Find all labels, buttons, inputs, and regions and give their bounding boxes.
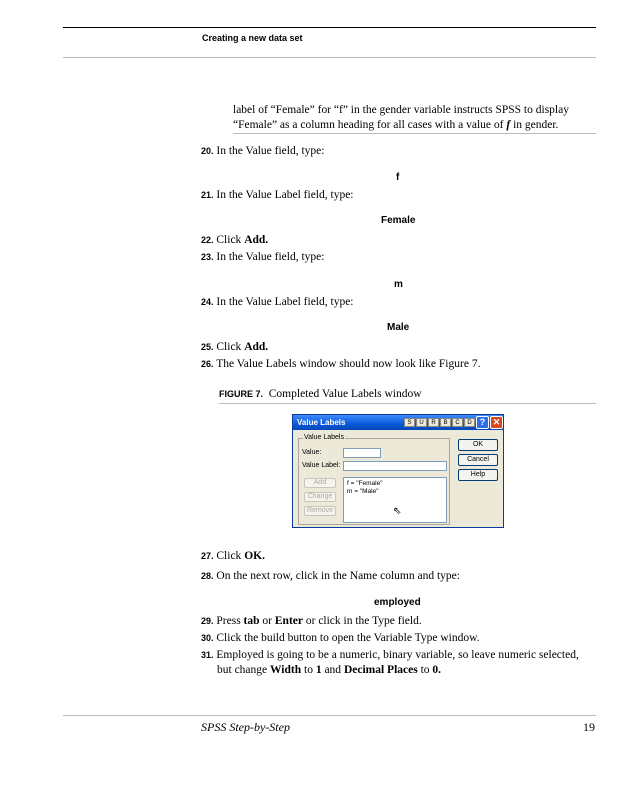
toolbar-button-u[interactable]: U (416, 418, 427, 427)
help-icon[interactable]: ? (476, 416, 489, 429)
value-labels-group (298, 434, 450, 525)
list-item[interactable]: f = "Female" (347, 480, 383, 487)
intro-paragraph (233, 103, 593, 133)
step-text: and (321, 664, 344, 676)
step-bold: OK. (244, 550, 265, 562)
close-icon[interactable]: ✕ (490, 416, 503, 429)
step-number: 31. (201, 650, 214, 660)
step-25 (201, 340, 268, 355)
step-number: 21. (201, 190, 214, 200)
intro-line-2-end: in gender. (510, 119, 559, 131)
toolbar-button-b[interactable]: B (440, 418, 451, 427)
step-bold: Add. (244, 234, 269, 246)
step-number: 25. (201, 342, 214, 352)
step-text: In the Value field, type: (216, 145, 325, 157)
footer-book-title: SPSS Step-by-Step (201, 720, 290, 734)
step-bold: Width (270, 664, 302, 676)
footer-rule (63, 715, 596, 716)
step-text: Click (216, 234, 245, 246)
step-text: Employed is going to be a numeric, binary variable, so leave numeric selected, (216, 649, 579, 661)
figure-caption (219, 388, 422, 400)
step-21 (201, 188, 354, 203)
step-text: Click (216, 341, 245, 353)
running-title: Creating a new data set (202, 33, 303, 43)
step-text: Press (216, 615, 244, 627)
step-text: Click the build button to open the Variable Type window. (216, 632, 480, 644)
intro-line-2 (233, 118, 593, 133)
command-m: m (394, 279, 403, 290)
step-number: 20. (201, 146, 214, 156)
step-24 (201, 295, 354, 310)
intro-emphasis: f (506, 119, 511, 131)
toolbar-button-d[interactable]: D (464, 418, 475, 427)
toolbar-button-s[interactable]: S (404, 418, 415, 427)
step-number: 24. (201, 297, 214, 307)
toolbar-button-r[interactable]: R (428, 418, 439, 427)
step-number: 30. (201, 633, 214, 643)
figure-rule (219, 403, 596, 404)
step-bold: Enter (274, 615, 303, 627)
step-text: In the Value Label field, type: (216, 296, 354, 308)
step-text: The Value Labels window should now look like Figure 7. (216, 358, 481, 370)
intro-line-1: label of “Female” for “f” in the gender variable instructs SPSS to display (233, 104, 569, 116)
command-employed: employed (374, 597, 421, 608)
value-field-label: Value: (302, 449, 322, 456)
change-button[interactable]: Change (304, 492, 336, 502)
step-31 (201, 648, 579, 663)
group-label: Value Labels (304, 434, 344, 441)
step-text: or (259, 615, 275, 627)
step-bold: Add. (244, 341, 269, 353)
value-input[interactable] (343, 448, 381, 458)
step-bold: Decimal Places (343, 664, 418, 676)
help-button[interactable]: Help (458, 469, 498, 481)
mouse-pointer-icon: ⇖ (393, 506, 402, 517)
step-text: In the Value Label field, type: (216, 189, 354, 201)
figure-caption-text: Completed Value Labels window (268, 388, 422, 400)
add-button[interactable]: Add (304, 478, 336, 488)
step-26 (201, 357, 480, 372)
step-text: to (301, 664, 316, 676)
value-label-field-label: Value Label: (302, 462, 341, 469)
step-text: On the next row, click in the Name column and type: (216, 570, 460, 582)
step-27 (201, 549, 265, 564)
step-28 (201, 569, 460, 584)
step-bold: tab (243, 615, 260, 627)
dialog-title: Value Labels (297, 418, 346, 427)
command-female: Female (381, 215, 416, 226)
intro-line-2-text: “Female” as a column heading for all cases with a value of (233, 119, 507, 131)
step-text: or click in the Type field. (302, 615, 422, 627)
command-f: f (396, 172, 400, 183)
step-number: 23. (201, 252, 214, 262)
step-23 (201, 250, 324, 265)
footer-page-number: 19 (583, 720, 595, 734)
step-number: 27. (201, 551, 214, 561)
step-22 (201, 233, 268, 248)
step-text: to (417, 664, 433, 676)
step-number: 22. (201, 235, 214, 245)
value-label-input[interactable] (343, 461, 447, 471)
step-text: Click (216, 550, 245, 562)
step-20 (201, 144, 324, 159)
step-text: but change (217, 664, 271, 676)
cancel-button[interactable]: Cancel (458, 454, 498, 466)
step-number: 29. (201, 616, 214, 626)
step-text: In the Value field, type: (216, 251, 325, 263)
toolbar-button-c[interactable]: C (452, 418, 463, 427)
step-bold: 1 (315, 664, 322, 676)
step-30 (201, 631, 480, 646)
ok-button[interactable]: OK (458, 439, 498, 451)
dialog-titlebar (293, 415, 503, 430)
step-29 (201, 614, 422, 629)
value-labels-dialog (292, 414, 504, 528)
step-31-line-2 (217, 663, 441, 678)
step-number: 28. (201, 571, 214, 581)
step-number: 26. (201, 359, 214, 369)
figure-label: FIGURE 7. (219, 389, 264, 399)
header-bottom-rule (63, 57, 596, 58)
intro-rule (233, 133, 596, 134)
command-male: Male (387, 322, 410, 333)
remove-button[interactable]: Remove (304, 506, 336, 516)
list-item[interactable]: m = "Male" (347, 488, 379, 495)
header-top-rule (63, 27, 596, 28)
step-bold: 0. (432, 664, 442, 676)
